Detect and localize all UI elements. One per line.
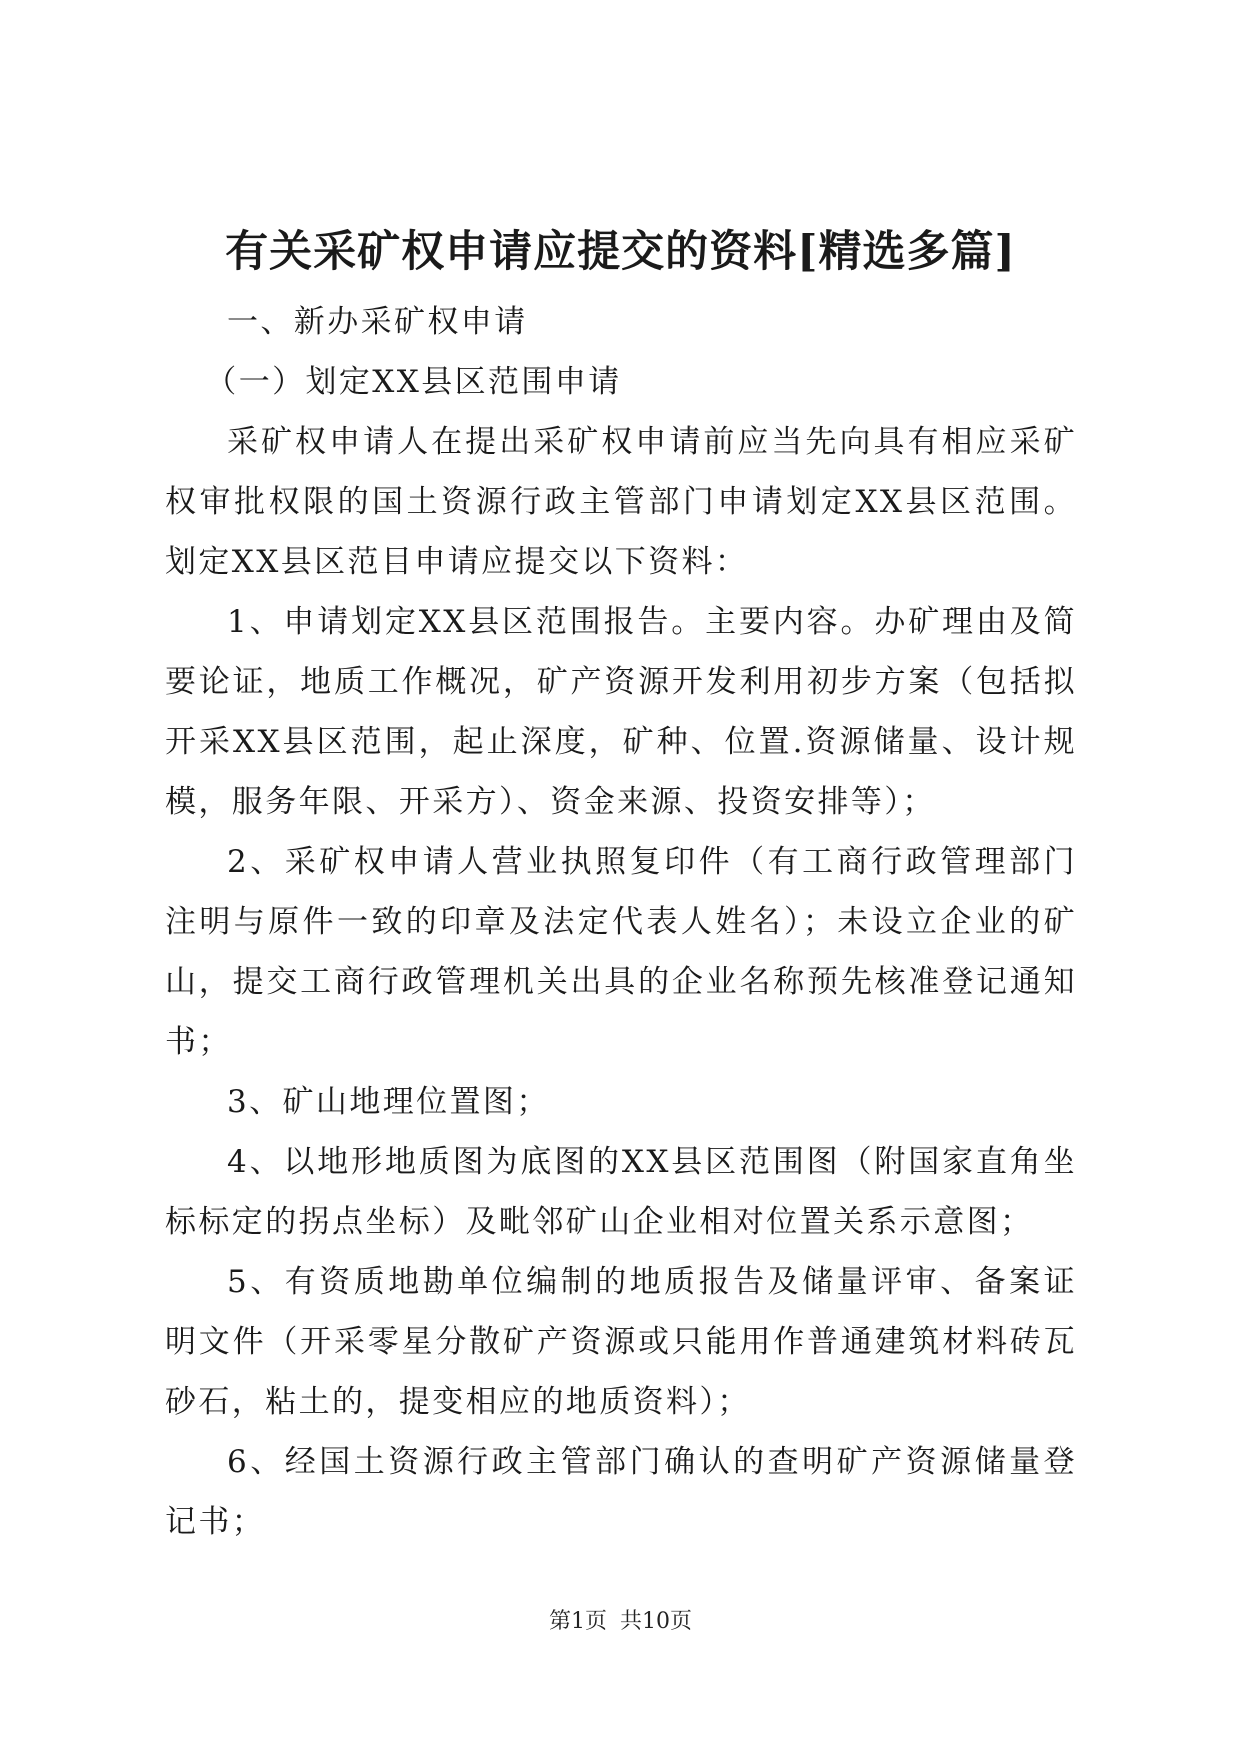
list-item: 1、申请划定XX县区范围报告。主要内容。办矿理由及简要论证，地质工作概况，矿产资源开发利用初步方案（包括拟开采XX县区范围，起止深度，矿种、位置.资源储量、设计规模，服务年限、开采方）、资金来源、投资安排等）； [165,604,1077,820]
section-heading: 一、新办采矿权申请 [227,304,528,340]
document-body [165,292,1077,1552]
page-footer [0,1607,1241,1637]
list-item: 6、经国土资源行政主管部门确认的查明矿产资源储量登记书； [165,1444,1077,1540]
list-item: 3、矿山地理位置图； [227,1084,550,1120]
subsection-heading: （一）划定XX县区范围申请 [205,364,622,400]
list-item: 2、采矿权申请人营业执照复印件（有工商行政管理部门注明与原件一致的印章及法定代表人姓名）；未设立企业的矿山，提交工商行政管理机关出具的企业名称预先核准登记通知书； [165,844,1077,1060]
list-item: 4、以地形地质图为底图的XX县区范围图（附国家直角坐标标定的拐点坐标）及毗邻矿山企业相对位置关系示意图； [165,1144,1077,1240]
page-total: 共10页 [620,1609,692,1634]
paragraph: 采矿权申请人在提出采矿权申请前应当先向具有相应采矿权审批权限的国土资源行政主管部门申请划定XX县区范围。划定XX县区范目申请应提交以下资料： [165,424,1077,580]
page-number: 第1页 [549,1609,607,1634]
document-title: 有关采矿权申请应提交的资料[精选多篇] [225,227,1016,277]
list-item: 5、有资质地勘单位编制的地质报告及储量评审、备案证明文件（开采零星分散矿产资源或只能用作普通建筑材料砖瓦砂石，粘土的，提变相应的地质资料）； [165,1264,1077,1420]
